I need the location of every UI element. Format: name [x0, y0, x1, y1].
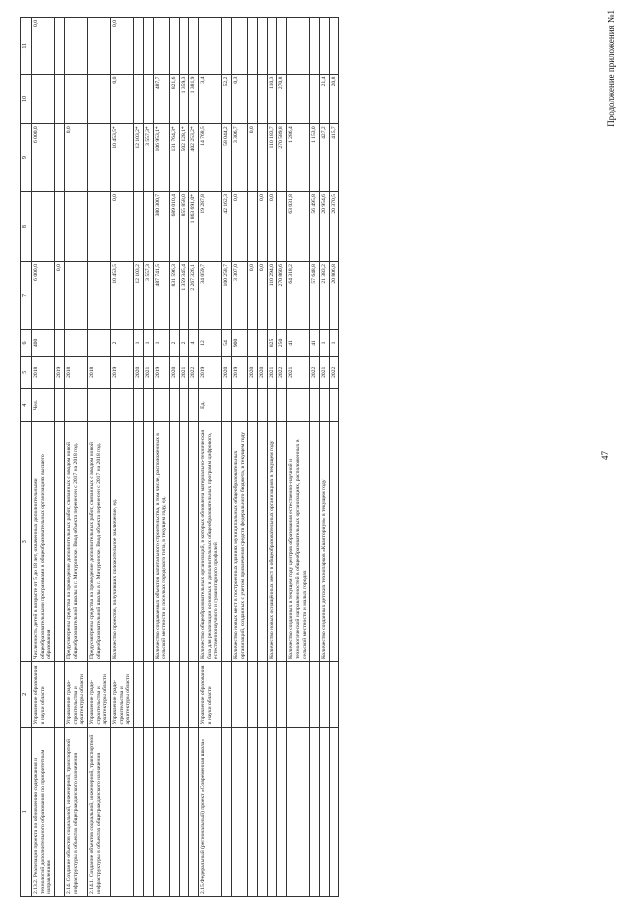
cell-indicator	[277, 422, 287, 662]
cell-executor	[319, 662, 329, 728]
cell-indicator-value: 12	[199, 329, 222, 356]
cell-local-budget	[87, 74, 110, 124]
table-row	[189, 18, 199, 897]
cell-other-sources: 0,0	[111, 18, 134, 75]
cell-federal-budget	[32, 192, 55, 262]
table-row	[329, 18, 339, 897]
table-row	[310, 18, 320, 897]
cell-executor	[134, 662, 144, 728]
cell-regional-budget: 3 557,3*	[143, 124, 153, 192]
cell-federal-budget	[277, 192, 287, 262]
cell-executor: Управление градо-строительства и архитектуры области	[87, 662, 110, 728]
cell-indicator-value: 2	[169, 329, 179, 356]
cell-unit	[111, 388, 134, 422]
cell-year: 2021	[319, 356, 329, 388]
cell-federal-budget: 380 300,7	[153, 192, 169, 262]
cell-unit	[287, 388, 310, 422]
cell-federal-budget: 20 370,5	[329, 192, 339, 262]
table-row	[87, 18, 110, 897]
page-number: 47	[600, 451, 610, 460]
cell-indicator	[143, 422, 153, 662]
cell-other-sources	[277, 18, 287, 75]
cell-indicator: Количество общеобразовательных организаций, в которых обновлена материально-техническая база для реализации основных и дополнительных общеобразовательных программ цифрового, естественнонаучного и гуманитарного профилей	[199, 422, 222, 662]
cell-year: 2019	[153, 356, 169, 388]
cell-local-budget: 270,8	[277, 74, 287, 124]
cell-executor	[143, 662, 153, 728]
cell-local-budget: 110,3	[267, 74, 277, 124]
cell-indicator-value: 1	[143, 329, 153, 356]
cell-unit	[329, 388, 339, 422]
cell-indicator	[189, 422, 199, 662]
cell-regional-budget: 3 306,7	[231, 124, 247, 192]
cell-unit	[267, 388, 277, 422]
cell-measure-name	[179, 727, 189, 896]
cell-executor	[267, 662, 277, 728]
cell-local-budget: 821,6	[169, 74, 179, 124]
cell-regional-budget: 502 128,1*	[179, 124, 189, 192]
cell-regional-budget: 12 103,2*	[134, 124, 144, 192]
cell-executor: Управление образования и науки области	[32, 662, 55, 728]
cell-regional-budget: 415,7	[329, 124, 339, 192]
cell-year: 2020	[248, 356, 258, 388]
cell-other-sources	[231, 18, 247, 75]
cell-indicator-value: 250	[277, 329, 287, 356]
col-header-2: 2	[21, 662, 32, 728]
cell-regional-budget: 106 953,1*	[153, 124, 169, 192]
cell-indicator-value: 2	[179, 329, 189, 356]
cell-indicator-value: 4	[189, 329, 199, 356]
col-header-5: 5	[21, 356, 32, 388]
cell-measure-name	[267, 727, 277, 896]
cell-measure-name	[257, 727, 267, 896]
cell-total-funding: 1 359 345,4	[179, 262, 189, 330]
cell-total-funding: 110 294,0	[267, 262, 277, 330]
cell-unit	[310, 388, 320, 422]
cell-indicator-value	[64, 329, 87, 356]
cell-measure-name	[153, 727, 169, 896]
cell-other-sources	[64, 18, 87, 75]
table-row	[199, 18, 222, 897]
cell-indicator-value: 2	[111, 329, 134, 356]
cell-regional-budget: 58 044,2	[222, 124, 232, 192]
cell-federal-budget: 56 495,8	[310, 192, 320, 262]
cell-year: 2022	[310, 356, 320, 388]
cell-total-funding: 2 267 326,1	[189, 262, 199, 330]
cell-local-budget: 52,2	[222, 74, 232, 124]
cell-indicator-value: 41	[287, 329, 310, 356]
cell-executor	[222, 662, 232, 728]
cell-indicator	[169, 422, 179, 662]
cell-measure-name	[189, 727, 199, 896]
column-number-row	[21, 18, 32, 897]
cell-measure-name	[248, 727, 258, 896]
cell-year: 2021	[287, 356, 310, 388]
cell-indicator-value: 900	[231, 329, 247, 356]
cell-executor	[55, 662, 65, 728]
cell-regional-budget: 10 453,5*	[111, 124, 134, 192]
cell-executor	[329, 662, 339, 728]
cell-indicator-value: 1	[153, 329, 169, 356]
cell-indicator: Предусмотрены средства на проведение дополнительных работ, связанных с вводом новой общеобразовательной школы в г. Мичуринске. Ввод объекта перенесен с 2017 на 2018 год.	[64, 422, 87, 662]
cell-unit	[169, 388, 179, 422]
cell-measure-name	[222, 727, 232, 896]
cell-year: 2020	[134, 356, 144, 388]
cell-federal-budget	[87, 192, 110, 262]
cell-unit	[231, 388, 247, 422]
table-row	[64, 18, 87, 897]
cell-other-sources	[267, 18, 277, 75]
cell-local-budget: 1 359,3	[179, 74, 189, 124]
cell-local-budget	[310, 74, 320, 124]
cell-year: 2021	[267, 356, 277, 388]
cell-indicator-value	[257, 329, 267, 356]
cell-year: 2021	[143, 356, 153, 388]
cell-federal-budget: 1 863 691,0*	[189, 192, 199, 262]
cell-total-funding: 270 860,6	[277, 262, 287, 330]
table-row	[319, 18, 329, 897]
cell-federal-budget: 0,0	[267, 192, 277, 262]
cell-indicator: Количество новых оснащённых мест в общеобразовательных организациях в текущем году	[267, 422, 277, 662]
cell-year: 2020	[257, 356, 267, 388]
cell-measure-name	[143, 727, 153, 896]
cell-unit	[248, 388, 258, 422]
cell-local-budget	[32, 74, 55, 124]
cell-other-sources	[310, 18, 320, 75]
cell-federal-budget: 19 287,8	[199, 192, 222, 262]
cell-other-sources	[55, 18, 65, 75]
cell-indicator-value: 41	[310, 329, 320, 356]
cell-unit	[64, 388, 87, 422]
cell-indicator: Количество созданных в текущем году центров образования естественно-научной и технологической направленностей в общеобразовательных организациях, расположенных в сельской местности и малых городах	[287, 422, 310, 662]
cell-year: 2019	[111, 356, 134, 388]
cell-local-budget	[55, 74, 65, 124]
cell-total-funding: 0,0	[248, 262, 258, 330]
cell-indicator	[248, 422, 258, 662]
cell-other-sources: 0,0	[32, 18, 55, 75]
cell-measure-name	[277, 727, 287, 896]
cell-indicator: Количество проектов, получивших положительное заключение, ед.	[111, 422, 134, 662]
cell-total-funding: 487 741,5	[153, 262, 169, 330]
cell-federal-budget	[55, 192, 65, 262]
cell-other-sources	[179, 18, 189, 75]
cell-other-sources	[87, 18, 110, 75]
table-row	[287, 18, 310, 897]
col-header-10: 10	[21, 74, 32, 124]
cell-executor	[169, 662, 179, 728]
cell-measure-name	[319, 727, 329, 896]
appendix-caption: Продолжение приложения №1	[606, 10, 616, 127]
table-row	[169, 18, 179, 897]
cell-indicator-value	[55, 329, 65, 356]
cell-indicator-value: 400	[32, 329, 55, 356]
cell-total-funding: 3 557,3	[143, 262, 153, 330]
cell-regional-budget: 427,2	[319, 124, 329, 192]
cell-local-budget	[64, 74, 87, 124]
cell-federal-budget: 0,0	[111, 192, 134, 262]
cell-total-funding: 20 806,8	[329, 262, 339, 330]
cell-measure-name	[329, 727, 339, 896]
cell-total-funding: 21 383,2	[319, 262, 329, 330]
table-body	[32, 18, 339, 897]
cell-measure-name	[134, 727, 144, 896]
table-row	[134, 18, 144, 897]
cell-indicator	[310, 422, 320, 662]
cell-unit	[179, 388, 189, 422]
cell-other-sources	[222, 18, 232, 75]
table-row	[267, 18, 277, 897]
cell-total-funding: 64 318,2	[287, 262, 310, 330]
cell-other-sources	[153, 18, 169, 75]
cell-unit	[257, 388, 267, 422]
cell-unit: Ед.	[199, 388, 222, 422]
cell-year: 2022	[189, 356, 199, 388]
table-row	[248, 18, 258, 897]
cell-regional-budget: 14 768,5	[199, 124, 222, 192]
cell-measure-name	[231, 727, 247, 896]
cell-local-budget: 3,4	[199, 74, 222, 124]
cell-executor: Управление градо-строительства и архитектуры области	[111, 662, 134, 728]
cell-unit	[153, 388, 169, 422]
col-header-1: 1	[21, 727, 32, 896]
cell-other-sources	[189, 18, 199, 75]
table-row	[257, 18, 267, 897]
cell-other-sources	[257, 18, 267, 75]
cell-year: 2020	[169, 356, 179, 388]
cell-total-funding: 34 059,7	[199, 262, 222, 330]
cell-regional-budget: 270 589,8	[277, 124, 287, 192]
cell-local-budget	[248, 74, 258, 124]
cell-other-sources	[329, 18, 339, 75]
cell-indicator: Численность детей в возрасте от 5 до 18 лет, охваченных дополнительными общеобразовательными программами в общеобразовательных организациях высшего образования	[32, 422, 55, 662]
col-header-4: 4	[21, 388, 32, 422]
cell-year: 2022	[329, 356, 339, 388]
cell-measure-name	[169, 727, 179, 896]
cell-year: 2022	[277, 356, 287, 388]
cell-federal-budget	[143, 192, 153, 262]
cell-unit	[277, 388, 287, 422]
cell-year: 2019	[199, 356, 222, 388]
cell-other-sources	[199, 18, 222, 75]
cell-executor	[189, 662, 199, 728]
cell-indicator	[55, 422, 65, 662]
cell-measure-name	[310, 727, 320, 896]
table-row	[277, 18, 287, 897]
cell-unit	[222, 388, 232, 422]
cell-measure-name: 2.13.2. Реализация проекта по обновлению содержания и технологий дополнительного образования по приоритетным направлениям	[32, 727, 55, 896]
table-row	[32, 18, 55, 897]
cell-measure-name: 2.14. Создание объектов социальной, инженерной, транспортной инфраструктуры в объектах общегражданского назначения	[64, 727, 87, 896]
cell-unit	[143, 388, 153, 422]
cell-total-funding: 10 453,5	[111, 262, 134, 330]
cell-regional-budget	[55, 124, 65, 192]
table-row	[111, 18, 134, 897]
cell-local-budget: 0,0	[111, 74, 134, 124]
cell-federal-budget: 63 031,8	[287, 192, 310, 262]
col-header-8: 8	[21, 192, 32, 262]
cell-executor	[153, 662, 169, 728]
table-row	[55, 18, 65, 897]
cell-local-budget: 487,7	[153, 74, 169, 124]
program-table	[20, 17, 339, 897]
cell-executor	[179, 662, 189, 728]
cell-executor: Управление градо-строительства и архитектуры области	[64, 662, 87, 728]
cell-total-funding: 6 000,0	[32, 262, 55, 330]
cell-total-funding: 12 103,2	[134, 262, 144, 330]
cell-measure-name	[55, 727, 65, 896]
cell-indicator-value	[248, 329, 258, 356]
cell-total-funding	[64, 262, 87, 330]
cell-year: 2021	[179, 356, 189, 388]
cell-executor	[277, 662, 287, 728]
cell-indicator-value	[87, 329, 110, 356]
cell-local-budget: 20,8	[329, 74, 339, 124]
cell-regional-budget	[257, 124, 267, 192]
cell-indicator	[222, 422, 232, 662]
cell-executor	[231, 662, 247, 728]
cell-measure-name: 2.14.1. Создание объектов социальной, инженерной, транспортной инфраструктуры в объектах общегражданского назначения	[87, 727, 110, 896]
cell-unit	[55, 388, 65, 422]
table-row	[143, 18, 153, 897]
cell-indicator: Количество создаваемых объектов капитального строительства, в том числе, расположенных в сельской местности и поселках городского типа, в текущем году, ед.	[153, 422, 169, 662]
cell-unit	[319, 388, 329, 422]
cell-local-budget	[134, 74, 144, 124]
cell-year: 2018	[32, 356, 55, 388]
cell-local-budget: 0,3	[231, 74, 247, 124]
cell-indicator: Количество созданных детских технопарков «Кванториум» в текущем году	[319, 422, 329, 662]
cell-indicator: Количество новых мест в построенных зданиях муниципальных общеобразовательных организаций, созданных с учетом привлечения средств федерального бюджета, в текущем году	[231, 422, 247, 662]
cell-indicator	[134, 422, 144, 662]
table-row	[222, 18, 232, 897]
cell-regional-budget	[87, 124, 110, 192]
cell-other-sources	[287, 18, 310, 75]
cell-total-funding: 0,0	[257, 262, 267, 330]
cell-indicator-value: 1	[329, 329, 339, 356]
cell-executor	[257, 662, 267, 728]
cell-regional-budget: 0,0	[248, 124, 258, 192]
cell-indicator	[257, 422, 267, 662]
cell-federal-budget: 42 162,3	[222, 192, 232, 262]
table-row	[179, 18, 189, 897]
cell-unit	[189, 388, 199, 422]
cell-local-budget: 21,4	[319, 74, 329, 124]
cell-federal-budget: 689 010,4	[169, 192, 179, 262]
cell-regional-budget: 1 153,0	[310, 124, 320, 192]
cell-local-budget	[143, 74, 153, 124]
cell-indicator-value: 1	[319, 329, 329, 356]
col-header-3: 3	[21, 422, 32, 662]
cell-indicator-value: 54	[222, 329, 232, 356]
table-row	[153, 18, 169, 897]
cell-year: 2018	[64, 356, 87, 388]
cell-measure-name	[111, 727, 134, 896]
cell-year: 2020	[222, 356, 232, 388]
cell-total-funding: 3 307,0	[231, 262, 247, 330]
cell-local-budget	[287, 74, 310, 124]
cell-regional-budget: 131 764,3*	[169, 124, 179, 192]
cell-regional-budget: 402 253,2*	[189, 124, 199, 192]
col-header-6: 6	[21, 329, 32, 356]
cell-regional-budget: 0,0	[64, 124, 87, 192]
cell-federal-budget: 0,0	[231, 192, 247, 262]
col-header-11: 11	[21, 18, 32, 75]
col-header-7: 7	[21, 262, 32, 330]
cell-federal-budget	[134, 192, 144, 262]
cell-measure-name: 2.15.Федеральный (региональный) проект «Современная школа»	[199, 727, 222, 896]
cell-regional-budget: 110 183,7	[267, 124, 277, 192]
cell-other-sources	[143, 18, 153, 75]
cell-executor	[310, 662, 320, 728]
cell-total-funding: 57 648,8	[310, 262, 320, 330]
cell-year: 2019	[55, 356, 65, 388]
cell-other-sources	[169, 18, 179, 75]
cell-federal-budget: 855 858,0	[179, 192, 189, 262]
cell-federal-budget: 0,0	[257, 192, 267, 262]
cell-unit	[87, 388, 110, 422]
cell-federal-budget	[64, 192, 87, 262]
cell-measure-name	[287, 727, 310, 896]
cell-total-funding: 0,0	[55, 262, 65, 330]
cell-local-budget	[257, 74, 267, 124]
cell-indicator-value: 825	[267, 329, 277, 356]
cell-unit: Чел.	[32, 388, 55, 422]
cell-federal-budget	[248, 192, 258, 262]
cell-other-sources	[248, 18, 258, 75]
cell-total-funding: 100 258,7	[222, 262, 232, 330]
cell-year: 2019	[231, 356, 247, 388]
cell-federal-budget: 20 954,6	[319, 192, 329, 262]
cell-local-budget: 1 381,9	[189, 74, 199, 124]
cell-unit	[134, 388, 144, 422]
cell-indicator: Предусмотрены средства на проведение дополнительных работ, связанных с вводом новой общеобразовательной школы в г. Мичуринске. Ввод объекта перенесен с 2017 на 2018 год.	[87, 422, 110, 662]
cell-executor	[287, 662, 310, 728]
cell-indicator	[329, 422, 339, 662]
cell-other-sources	[134, 18, 144, 75]
cell-regional-budget: 1 286,4	[287, 124, 310, 192]
cell-executor	[248, 662, 258, 728]
cell-indicator	[179, 422, 189, 662]
cell-other-sources	[319, 18, 329, 75]
table-row	[231, 18, 247, 897]
cell-total-funding: 831 596,3	[169, 262, 179, 330]
cell-indicator-value: 1	[134, 329, 144, 356]
col-header-9: 9	[21, 124, 32, 192]
cell-regional-budget: 6 000,0	[32, 124, 55, 192]
cell-executor: Управление образования и науки области	[199, 662, 222, 728]
cell-year: 2018	[87, 356, 110, 388]
cell-total-funding	[87, 262, 110, 330]
